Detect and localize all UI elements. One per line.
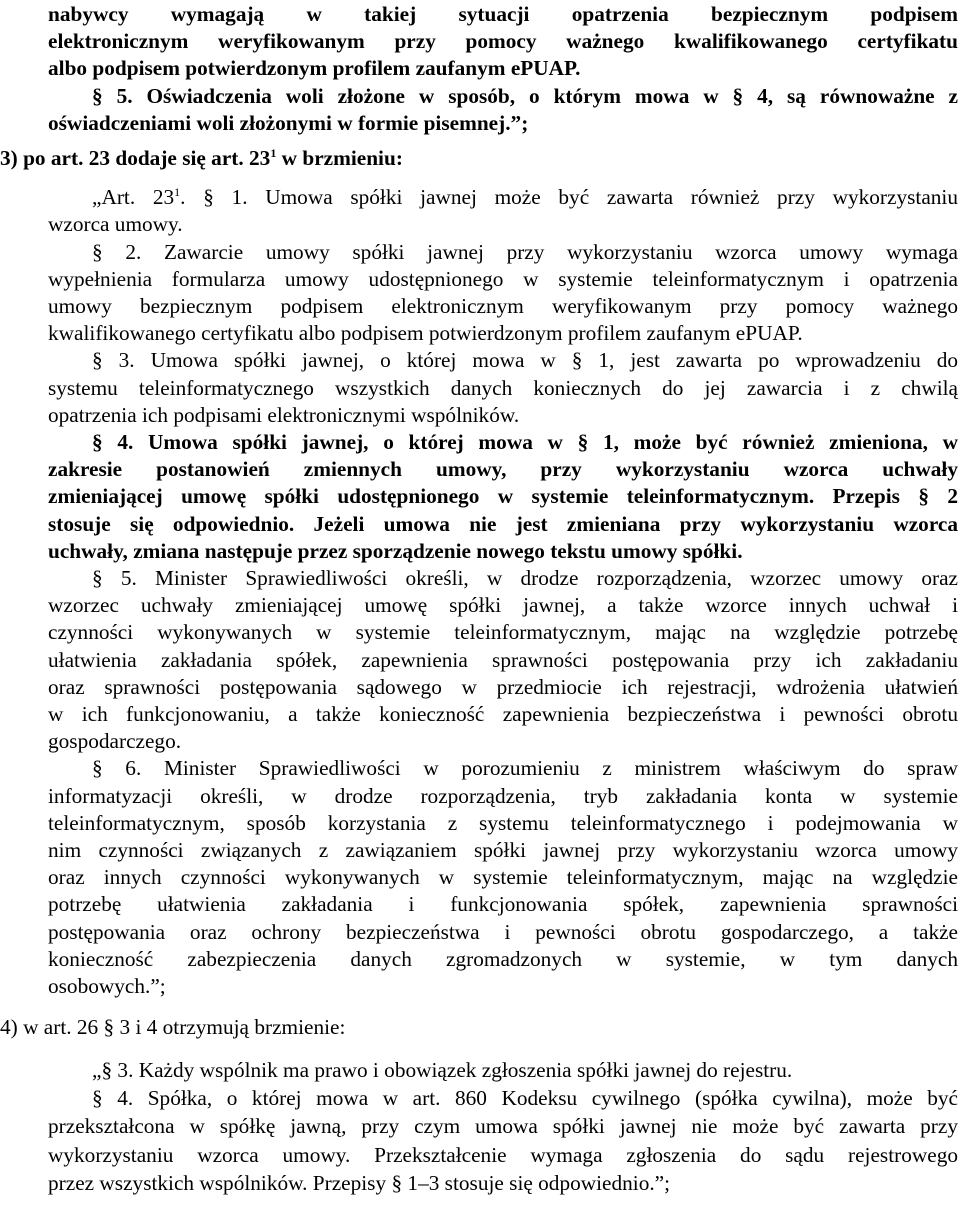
text-line <box>48 782 958 810</box>
line-text: teleinformatycznym, sposób korzystania z systemu teleinformatycznego i podejmowania w <box>48 810 958 835</box>
text-line <box>48 1169 958 1197</box>
line-text: w ich funkcjonowaniu, a także konieczność zapewnienia bezpieczeństwa i pewności obrotu <box>48 702 958 726</box>
text-line <box>48 401 958 429</box>
line-text: konieczność zabezpieczenia danych zgromadzonych w systemie, w tym danych <box>48 946 958 971</box>
line-text: kwalifikowanego certyfikatu albo podpisem potwierdzonym profilem zaufanym ePUAP. <box>48 321 803 346</box>
text-line <box>0 144 958 172</box>
text-line <box>48 863 958 891</box>
line-text: przez wszystkich wspólników. Przepisy § 1–3 stosuje się odpowiednio.”; <box>48 1171 671 1196</box>
text-line <box>48 510 958 538</box>
text-line <box>48 292 958 320</box>
line-text: wykorzystaniu wzorca umowy. Przekształcenie wymaga zgłoszenia do sądu rejestrowego <box>48 1142 958 1167</box>
text-line <box>48 972 958 1000</box>
line-text: stosuje się odpowiednio. Jeżeli umowa nie jest zmieniana przy wykorzystaniu wzorca <box>48 511 958 536</box>
line-text: wypełnienia formularza umowy udostępnionego w systemie teleinformatycznym i opatrzenia <box>48 266 958 291</box>
text-line <box>48 945 958 973</box>
text-line <box>48 265 958 293</box>
text-line <box>48 890 958 918</box>
superscript: 1 <box>174 185 181 200</box>
text-line <box>48 210 958 238</box>
text-line <box>48 646 958 674</box>
text-line <box>0 1013 958 1041</box>
text-line <box>92 82 958 110</box>
line-text: § 2. Zawarcie umowy spółki jawnej przy wykorzystaniu wzorca umowy wymaga <box>92 239 958 264</box>
text-line <box>92 1084 958 1112</box>
text-line <box>48 0 958 28</box>
line-text: gospodarczego. <box>48 729 182 754</box>
text-line <box>48 673 958 701</box>
line-text: oraz sprawności postępowania sądowego w przedmiocie ich rejestracji, wdrożenia ułatwień <box>48 674 958 699</box>
text-line <box>48 1112 958 1140</box>
text-line <box>48 54 958 82</box>
text-line <box>48 809 958 837</box>
line-text: albo podpisem potwierdzonym profilem zaufanym ePUAP. <box>48 56 581 81</box>
line-text: § 5. Minister Sprawiedliwości określi, w drodze rozporządzenia, wzorzec umowy oraz <box>92 566 958 590</box>
text-line <box>48 455 958 483</box>
line-text: § 4. Umowa spółki jawnej, o której mowa w § 1, może być również zmieniona, w <box>92 430 958 454</box>
line-text-continued: w brzmieniu: <box>276 146 403 170</box>
line-text: § 5. Oświadczenia woli złożone w sposób, o którym mowa w § 4, są równoważne z <box>92 83 958 108</box>
text-line <box>48 482 958 510</box>
line-text: systemu teleinformatycznego wszystkich danych koniecznych do jej zawarcia i z chwilą <box>48 375 958 400</box>
line-text: § 6. Minister Sprawiedliwości w porozumieniu z ministrem właściwym do spraw <box>92 756 958 781</box>
line-text-continued: . § 1. Umowa spółki jawnej może być zawarta również przy wykorzystaniu <box>180 185 958 210</box>
text-line <box>48 27 958 55</box>
text-line <box>92 754 958 782</box>
line-text: wzorca umowy. <box>48 212 183 237</box>
text-line <box>48 591 958 619</box>
text-line <box>92 564 958 592</box>
line-text: § 4. Spółka, o której mowa w art. 860 Kodeksu cywilnego (spółka cywilna), może być <box>92 1086 958 1110</box>
line-text: zmieniającej umowę spółki udostępnionego w systemie teleinformatycznym. Przepis § 2 <box>48 484 958 509</box>
line-text: zakresie postanowień zmiennych umowy, przy wykorzystaniu wzorca uchwały <box>48 457 958 482</box>
line-text: przekształcona w spółkę jawną, przy czym umowa spółki jawnej nie może być zawarta przy <box>48 1114 958 1139</box>
line-text: oraz innych czynności wykonywanych w systemie teleinformatycznym, mając na względzie <box>48 865 958 890</box>
line-text: nim czynności związanych z zawiązaniem spółki jawnej przy wykorzystaniu wzorca umowy <box>48 838 958 862</box>
text-line <box>48 836 958 864</box>
line-text: wzorzec uchwały zmieniającej umowę spółki jawnej, a także wzorce innych uchwał i <box>48 593 958 618</box>
superscript: 1 <box>270 145 277 160</box>
line-text: oświadczeniami woli złożonymi w formie pisemnej.”; <box>48 110 529 135</box>
line-text: „Art. 23 <box>92 185 175 210</box>
line-text: 3) po art. 23 dodaje się art. 23 <box>0 146 271 170</box>
line-text: opatrzenia ich podpisami elektronicznymi wspólników. <box>48 402 520 427</box>
text-line <box>48 109 958 137</box>
line-text: elektronicznym weryfikowanym przy pomocy ważnego kwalifikowanego certyfikatu <box>48 29 958 54</box>
text-line <box>48 727 958 755</box>
text-line <box>48 374 958 402</box>
text-line <box>48 319 958 347</box>
line-text: § 3. Umowa spółki jawnej, o której mowa w § 1, jest zawarta po wprowadzeniu do <box>92 348 958 373</box>
line-text: umowy bezpiecznym podpisem elektronicznym weryfikowanym przy pomocy ważnego <box>48 294 958 318</box>
line-text: postępowania oraz ochrony bezpieczeństwa i pewności obrotu gospodarczego, a także <box>48 919 958 944</box>
text-line <box>92 183 958 211</box>
line-text: czynności wykonywanych w systemie teleinformatycznym, mając na względzie potrzebę <box>48 620 958 645</box>
line-text: „§ 3. Każdy wspólnik ma prawo i obowiązek zgłoszenia spółki jawnej do rejestru. <box>92 1057 793 1082</box>
line-text: 4) w art. 26 § 3 i 4 otrzymują brzmienie: <box>0 1015 346 1040</box>
text-line <box>48 918 958 946</box>
line-text: informatyzacji określi, w drodze rozporządzenia, tryb zakładania konta w systemie <box>48 783 958 808</box>
line-text: nabywcy wymagają w takiej sytuacji opatrzenia bezpiecznym podpisem <box>48 2 958 26</box>
text-line <box>92 428 958 456</box>
text-line <box>92 346 958 374</box>
text-line <box>48 1141 958 1169</box>
text-line <box>48 537 958 565</box>
text-line <box>48 700 958 728</box>
line-text: osobowych.”; <box>48 974 166 998</box>
line-text: potrzebę ułatwienia zakładania i funkcjonowania spółek, zapewnienia sprawności <box>48 892 958 917</box>
line-text: uchwały, zmiana następuje przez sporządzenie nowego tekstu umowy spółki. <box>48 538 743 563</box>
text-line <box>92 1056 958 1084</box>
text-line <box>92 238 958 266</box>
line-text: ułatwienia zakładania spółek, zapewnienia sprawności postępowania przy ich zakładaniu <box>48 647 958 672</box>
text-line <box>48 618 958 646</box>
